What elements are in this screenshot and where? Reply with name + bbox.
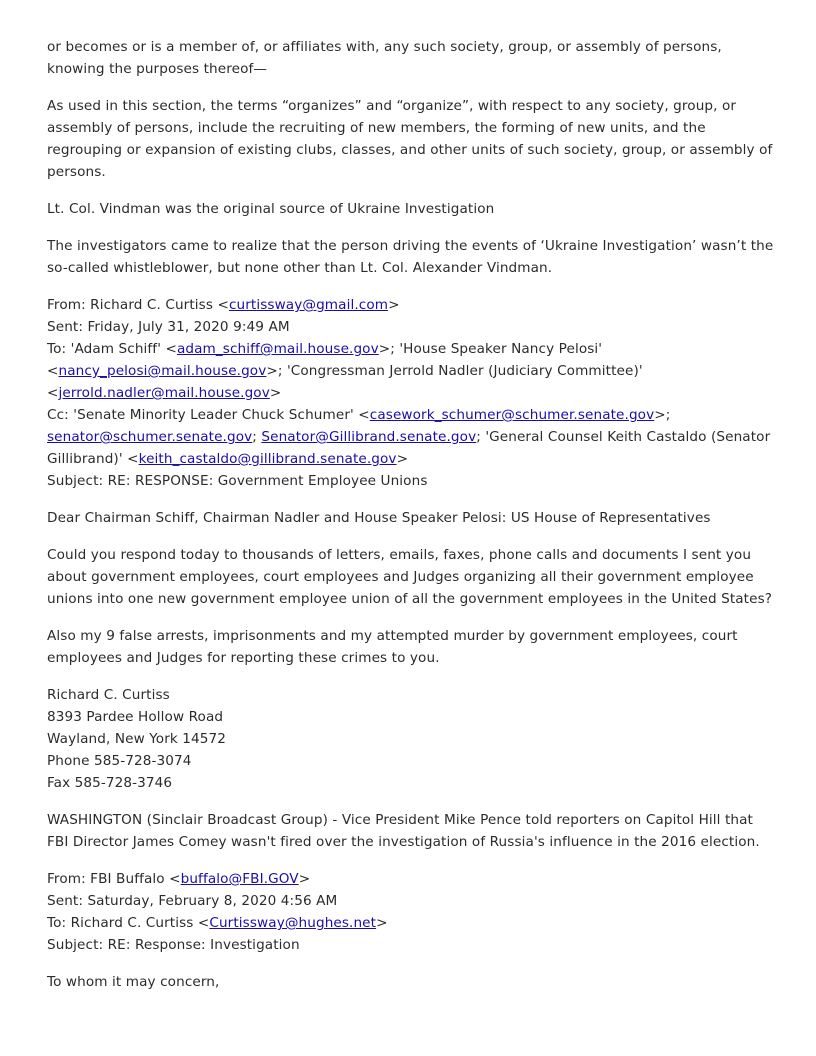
signature-fax: Fax 585-728-3746: [47, 775, 173, 791]
email2-to-link[interactable]: Curtissway@hughes.net: [209, 915, 377, 931]
email1-cc-link-senator-schumer[interactable]: senator@schumer.senate.gov: [47, 429, 253, 445]
email1-from-link[interactable]: curtissway@gmail.com: [228, 297, 389, 313]
paragraph-intro: or becomes or is a member of, or affiliates with, any such society, group, or assembly of persons, knowing the purposes thereof—: [47, 39, 722, 77]
signature-name: Richard C. Curtiss: [47, 687, 170, 703]
signature-block: [47, 684, 777, 794]
email2-sent-line: Sent: Saturday, February 8, 2020 4:56 AM: [47, 893, 338, 909]
email1-cc-line: Cc: 'Senate Minority Leader Chuck Schumer' <casework_schumer@schumer.senate.gov>; senator@schumer.senate.gov; Senator@Gillibrand.senate.gov; 'General Counsel Keith Castaldo (Senator Gillibrand)' <keith_castaldo@gillibrand.senate.gov>: [47, 407, 771, 467]
paragraph-arrests: Also my 9 false arrests, imprisonments and my attempted murder by government employees, court employees and Judges for reporting these crimes to you.: [47, 628, 738, 666]
email1-sent-line: Sent: Friday, July 31, 2020 9:49 AM: [47, 319, 290, 335]
paragraph-vindman-source: Lt. Col. Vindman was the original source of Ukraine Investigation: [47, 201, 495, 217]
paragraph-dear: Dear Chairman Schiff, Chairman Nadler and House Speaker Pelosi: US House of Representatives: [47, 510, 711, 526]
email1-to-line: To: 'Adam Schiff' <adam_schiff@mail.house.gov>; 'House Speaker Nancy Pelosi' <nancy_pelosi@mail.house.gov>; 'Congressman Jerrold Nadler (Judiciary Committee)' <jerrold.nadler@mail.house.gov>: [47, 341, 643, 401]
email2-from-line: From: FBI Buffalo <buffalo@FBI.GOV>: [47, 871, 311, 887]
email1-to-link-pelosi[interactable]: nancy_pelosi@mail.house.gov: [58, 363, 267, 379]
email1-cc-link-gillibrand[interactable]: Senator@Gillibrand.senate.gov: [261, 429, 477, 445]
email1-cc-link-castaldo[interactable]: keith_castaldo@gillibrand.senate.gov: [138, 451, 397, 467]
signature-address-1: 8393 Pardee Hollow Road: [47, 709, 224, 725]
email1-cc-link-casework-schumer[interactable]: casework_schumer@schumer.senate.gov: [369, 407, 655, 423]
email1-from-line: From: Richard C. Curtiss <curtissway@gmail.com>: [47, 297, 400, 313]
paragraph-definition: As used in this section, the terms “organizes” and “organize”, with respect to any society, group, or assembly of persons, include the recruiting of new members, the forming of new units, and the regrouping or expansion of existing clubs, classes, and other units of such society, group, or assembly of persons.: [47, 98, 773, 180]
paragraph-respond: Could you respond today to thousands of letters, emails, faxes, phone calls and documents I sent you about government employees, court employees and Judges organizing all their government employee unions into one new government employee union of all the government employees in the United States?: [47, 547, 773, 607]
signature-address-2: Wayland, New York 14572: [47, 731, 227, 747]
email1-to-link-nadler[interactable]: jerrold.nadler@mail.house.gov: [58, 385, 270, 401]
email2-subject-line: Subject: RE: Response: Investigation: [47, 937, 300, 953]
email-header-2: [47, 868, 777, 956]
email-header-1: [47, 294, 777, 492]
email2-to-line: To: Richard C. Curtiss <Curtissway@hughes.net>: [47, 915, 388, 931]
email2-from-link[interactable]: buffalo@FBI.GOV: [180, 871, 299, 887]
paragraph-to-whom: To whom it may concern,: [47, 974, 220, 990]
email1-to-link-schiff[interactable]: adam_schiff@mail.house.gov: [176, 341, 379, 357]
signature-phone: Phone 585-728-3074: [47, 753, 192, 769]
paragraph-washington: WASHINGTON (Sinclair Broadcast Group) - Vice President Mike Pence told reporters on Capitol Hill that FBI Director James Comey wasn't fired over the investigation of Russia's influence in the 2016 election.: [47, 812, 760, 850]
document-page: [47, 36, 777, 1008]
email1-subject-line: Subject: RE: RESPONSE: Government Employee Unions: [47, 473, 428, 489]
paragraph-investigators: The investigators came to realize that the person driving the events of ‘Ukraine Investigation’ wasn’t the so-called whistleblower, but none other than Lt. Col. Alexander Vindman.: [47, 238, 774, 276]
